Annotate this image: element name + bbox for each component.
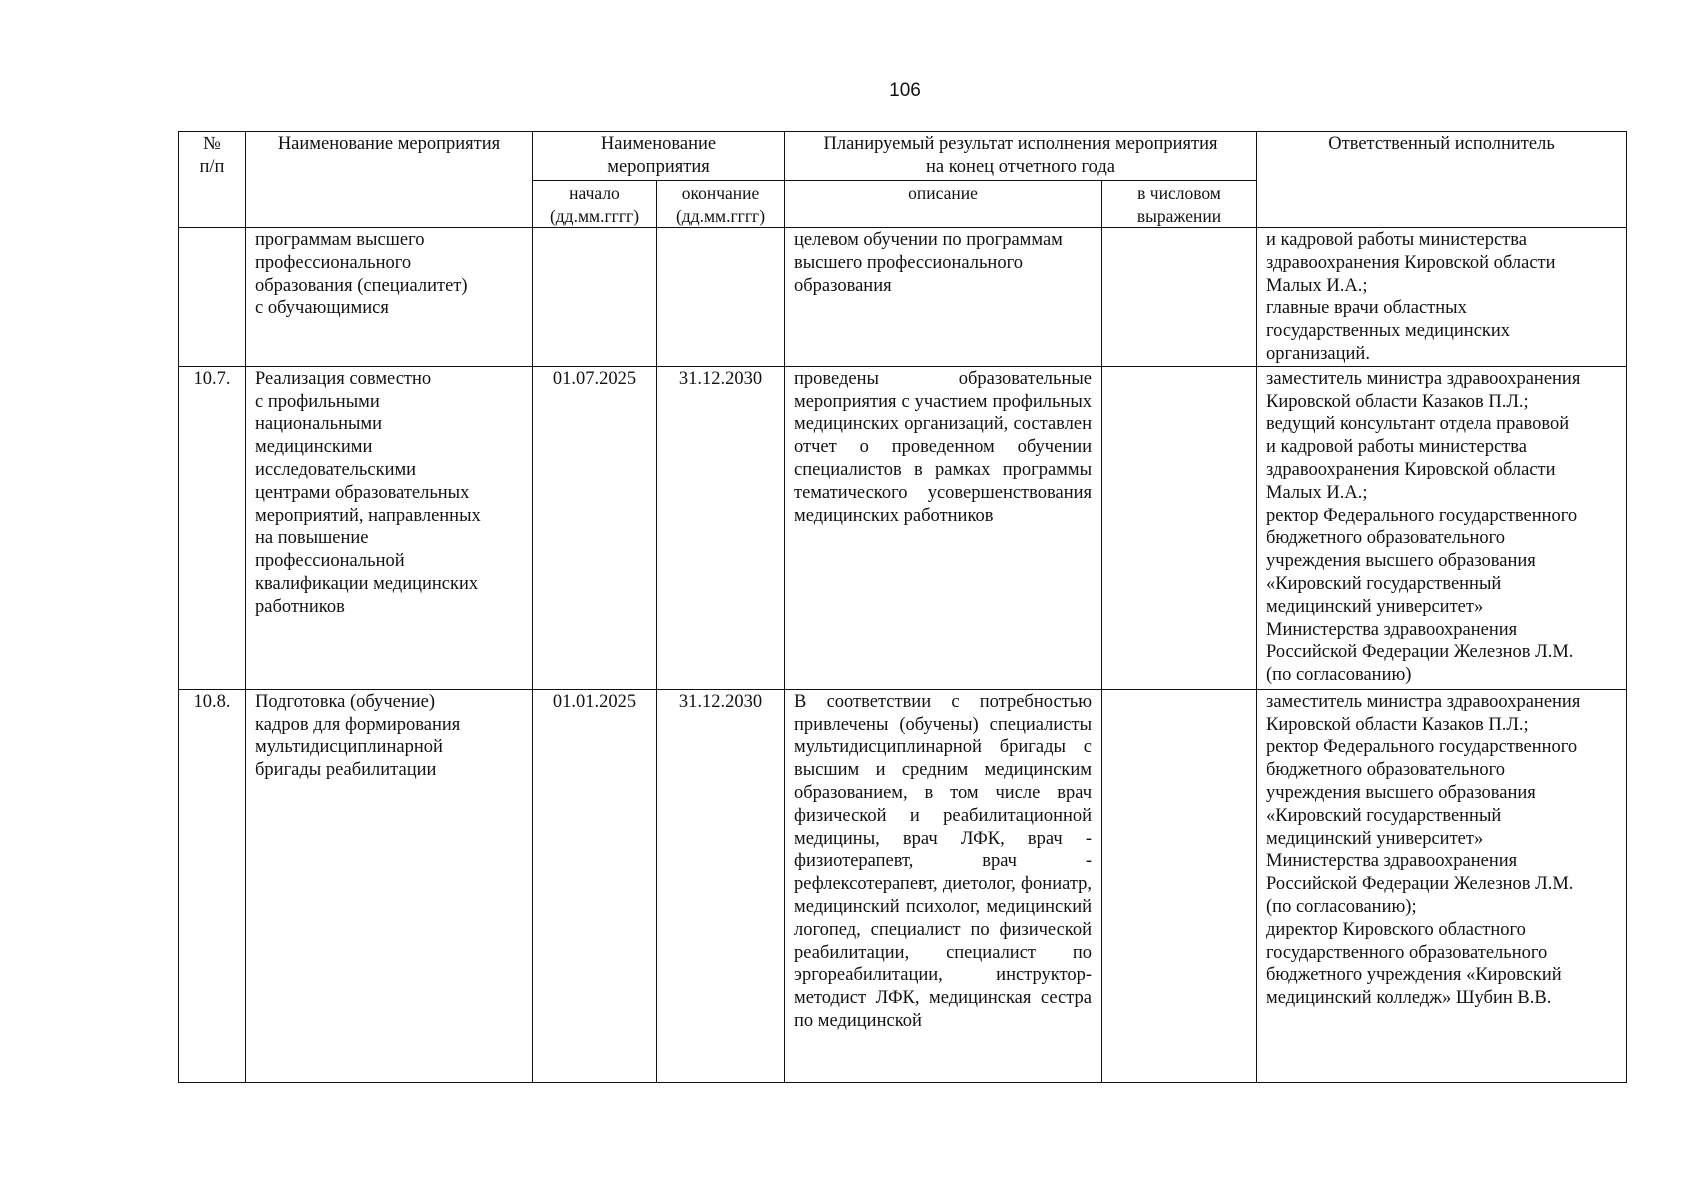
header-row-top [179,132,1627,181]
table-row [179,228,1627,367]
header-end: окончание (дд.мм.гггг) [657,181,785,228]
activities-table [178,131,1627,1083]
row-numeric [1102,228,1257,367]
row-name: Реализация совместно с профильными национальными медицинскими исследовательскими центрами образовательных мероприятий, направленных на повышение профессиональной квалификации медицинских работников [246,366,533,689]
header-start: начало (дд.мм.гггг) [533,181,657,228]
row-end [657,228,785,367]
row-start: 01.07.2025 [533,366,657,689]
row-responsible: заместитель министра здравоохранения Кировской области Казаков П.Л.; ректор Федерального государственного бюджетного образовательного учреждения высшего образования «Кировский государственный медицинский университет» Министерства здравоохранения Российской Федерации Железнов Л.М. (по согласованию); директор Кировского областного государственного образовательного бюджетного учреждения «Кировский медицинский колледж» Шубин В.В. [1257,689,1627,1082]
table-row [179,366,1627,689]
header-period: Наименование мероприятия [533,132,785,181]
header-result: Планируемый результат исполнения мероприятия на конец отчетного года [785,132,1257,181]
row-num [179,228,246,367]
row-responsible: заместитель министра здравоохранения Кировской области Казаков П.Л.; ведущий консультант отдела правовой и кадровой работы министерства здравоохранения Кировской области Малых И.А.; ректор Федерального государственного бюджетного образовательного учреждения высшего образования «Кировский государственный медицинский университет» Министерства здравоохранения Российской Федерации Железнов Л.М. (по согласованию) [1257,366,1627,689]
row-start [533,228,657,367]
row-description: целевом обучении по программам высшего профессионального образования [785,228,1102,367]
header-num: № п/п [179,132,246,228]
row-description: проведены образовательные мероприятия с участием профильных медицинских организаций, составлен отчет о проведенном обучении специалистов в рамках программы тематического усовершенствования медицинских работников [785,366,1102,689]
row-start: 01.01.2025 [533,689,657,1082]
header-numeric: в числовом выражении [1102,181,1257,228]
row-numeric [1102,689,1257,1082]
row-name: программам высшего профессионального образования (специалитет) с обучающимися [246,228,533,367]
row-end: 31.12.2030 [657,366,785,689]
page-number: 106 [889,80,921,101]
row-name: Подготовка (обучение) кадров для формирования мультидисциплинарной бригады реабилитации [246,689,533,1082]
header-responsible: Ответственный исполнитель [1257,132,1627,228]
row-num: 10.8. [179,689,246,1082]
header-name: Наименование мероприятия [246,132,533,228]
row-end: 31.12.2030 [657,689,785,1082]
row-num: 10.7. [179,366,246,689]
header-description: описание [785,181,1102,228]
row-responsible: и кадровой работы министерства здравоохранения Кировской области Малых И.А.; главные врачи областных государственных медицинских организаций. [1257,228,1627,367]
row-numeric [1102,366,1257,689]
table-row [179,689,1627,1082]
row-description: В соответствии с потребностью привлечены (обучены) специалисты мультидисциплинарной бригады с высшим и средним медицинским образованием, в том числе врач физической и реабилитационной медицины, врач ЛФК, врач - физиотерапевт, врач - рефлексотерапевт, диетолог, фониатр, медицинский психолог, медицинский логопед, специалист по физической реабилитации, специалист по эргореабилитации, инструктор-методист ЛФК, медицинская сестра по медицинской [785,689,1102,1082]
